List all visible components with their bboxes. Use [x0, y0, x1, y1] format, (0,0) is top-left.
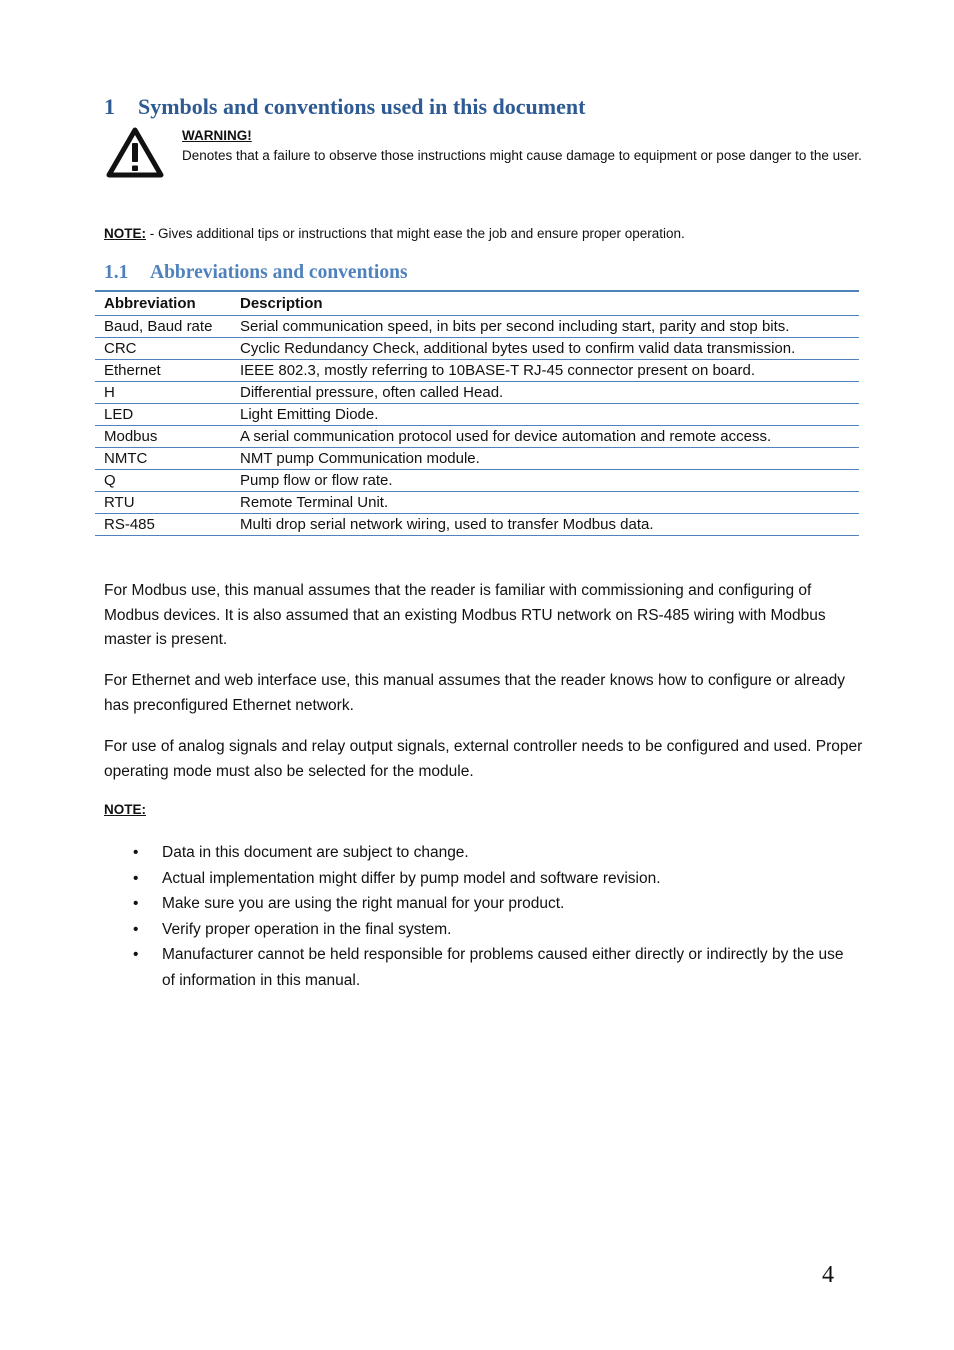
abbreviation-cell: Baud, Baud rate — [104, 318, 213, 335]
description-cell: Serial communication speed, in bits per second including start, parity and stop bits. — [240, 318, 790, 335]
warning-triangle-icon — [105, 126, 165, 180]
abbreviation-cell: Modbus — [104, 428, 158, 445]
list-item — [104, 942, 844, 993]
column-header-description: Description — [240, 295, 323, 312]
description-cell: Pump flow or flow rate. — [240, 472, 393, 489]
list-item — [104, 891, 844, 917]
table-row — [95, 338, 859, 360]
bullet-icon: • — [133, 920, 139, 938]
table-row — [95, 382, 859, 404]
description-cell: Multi drop serial network wiring, used to transfer Modbus data. — [240, 516, 654, 533]
list-item-text: Verify proper operation in the final system. — [162, 920, 452, 938]
description-cell: Remote Terminal Unit. — [240, 494, 389, 511]
column-header-abbreviation: Abbreviation — [104, 295, 196, 312]
abbreviation-cell: H — [104, 384, 115, 401]
bullet-icon: • — [133, 869, 139, 887]
table-row — [95, 426, 859, 448]
paragraph-ethernet: For Ethernet and web interface use, this manual assumes that the reader knows how to configure or already has preconfigured Ethernet network. — [104, 672, 845, 714]
bullet-icon: • — [133, 895, 139, 912]
table-row — [95, 404, 859, 426]
abbreviation-cell: Ethernet — [104, 362, 161, 379]
description-cell: Light Emitting Diode. — [240, 406, 379, 423]
warning-block — [182, 126, 872, 166]
table-row — [95, 360, 859, 382]
notes-list — [104, 840, 844, 993]
abbreviation-cell: Q — [104, 472, 116, 489]
table-row — [95, 448, 859, 470]
abbreviation-cell: LED — [104, 406, 134, 423]
list-item — [104, 866, 844, 892]
table-row — [95, 470, 859, 492]
abbreviation-cell: NMTC — [104, 450, 148, 467]
table-row — [95, 492, 859, 514]
list-item-text: Make sure you are using the right manual for your product. — [162, 895, 565, 912]
warning-title: WARNING! — [182, 128, 252, 143]
description-cell: A serial communication protocol used for device automation and remote access. — [240, 428, 772, 445]
table-row — [95, 514, 859, 536]
description-cell: NMT pump Communication module. — [240, 450, 480, 467]
paragraph-analog: For use of analog signals and relay output signals, external controller needs to be configured and used. Proper operating mode must also be selected for the module. — [104, 738, 863, 780]
warning-text: Denotes that a failure to observe those instructions might cause damage to equipment or pose danger to the user. — [182, 148, 862, 163]
list-item-text: Data in this document are subject to change. — [162, 844, 469, 861]
section-number: 1 — [104, 94, 115, 119]
list-item — [104, 840, 844, 866]
abbreviation-cell: RTU — [104, 494, 135, 511]
description-cell: Cyclic Redundancy Check, additional bytes used to confirm valid data transmission. — [240, 340, 796, 357]
subsection-number: 1.1 — [104, 262, 129, 283]
table-row — [95, 316, 859, 338]
paragraph-modbus: For Modbus use, this manual assumes that the reader is familiar with commissioning and configuring of Modbus devices. It is also assumed that an existing Modbus RTU network on RS-485 wiring with Modbus master is present. — [104, 582, 826, 648]
description-cell: IEEE 802.3, mostly referring to 10BASE-T RJ-45 connector present on board. — [240, 362, 755, 379]
abbreviations-table — [95, 290, 859, 536]
abbreviation-cell: CRC — [104, 340, 137, 357]
table-header-row — [95, 291, 859, 316]
subsection-heading — [104, 262, 408, 284]
section-heading — [104, 94, 585, 120]
list-item-text: Manufacturer cannot be held responsible for problems caused either directly or indirectly by the use of information in this manual. — [162, 946, 844, 989]
abbreviation-cell: RS-485 — [104, 516, 155, 533]
note-label: NOTE: — [104, 226, 146, 241]
bullet-icon: • — [133, 844, 139, 861]
note-text: - Gives additional tips or instructions that might ease the job and ensure proper operation. — [146, 226, 685, 241]
page-number: 4 — [822, 1262, 834, 1288]
subsection-title: Abbreviations and conventions — [150, 262, 408, 283]
description-cell: Differential pressure, often called Head. — [240, 384, 504, 401]
bullet-icon: • — [133, 946, 139, 963]
section-title: Symbols and conventions used in this document — [138, 94, 586, 119]
note-label-2: NOTE: — [104, 802, 146, 817]
note-line — [104, 224, 685, 244]
list-item-text: Actual implementation might differ by pump model and software revision. — [162, 869, 661, 887]
list-item — [104, 917, 844, 943]
